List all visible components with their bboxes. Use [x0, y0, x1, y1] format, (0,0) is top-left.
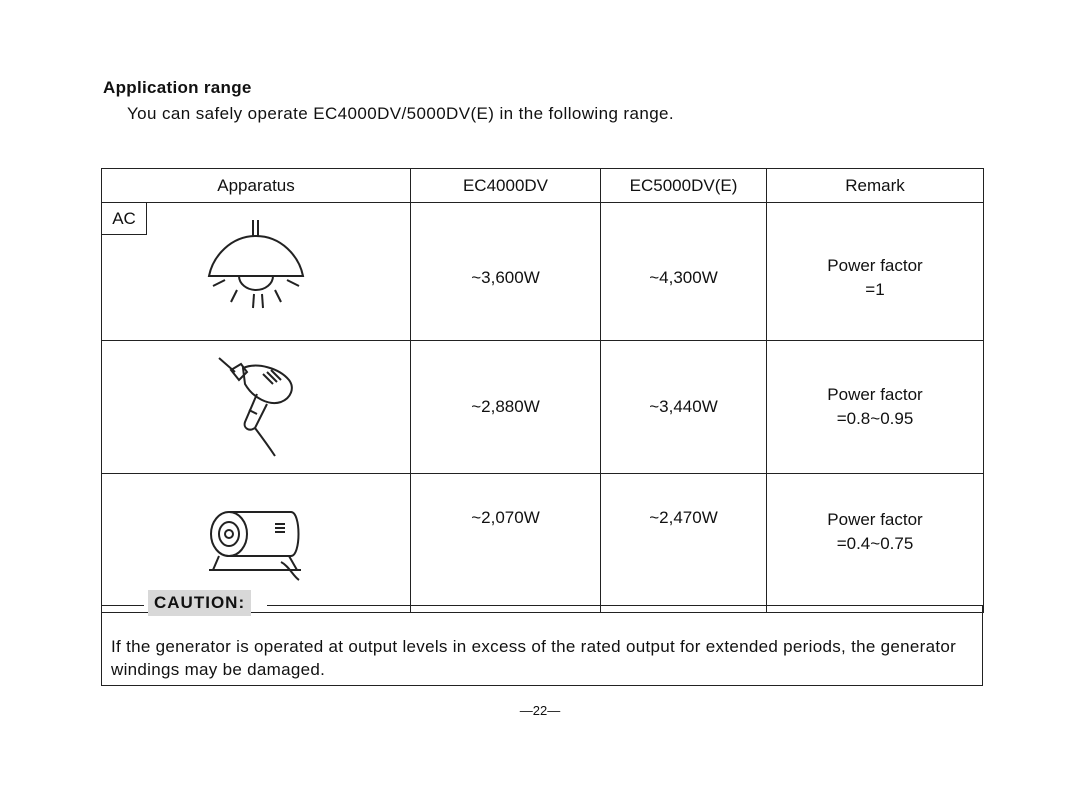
header-ec5000dv: EC5000DV(E) [601, 169, 767, 203]
ec4000dv-value: ~2,880W [411, 341, 601, 474]
remark-cell [767, 474, 984, 613]
ec5000dv-value: ~2,470W [601, 474, 767, 613]
apparatus-cell [102, 203, 411, 341]
apparatus-cell [102, 341, 411, 474]
table-row [102, 203, 984, 341]
page-number: —22— [519, 703, 561, 718]
remark-line1: Power factor [827, 385, 923, 404]
section-intro: You can safely operate EC4000DV/5000DV(E) in the following range. [127, 104, 675, 123]
remark-line2: =1 [865, 279, 885, 299]
electric-drill-icon [201, 352, 311, 462]
remark-line2: =0.8~0.95 [836, 409, 914, 428]
header-ec4000dv: EC4000DV [411, 169, 601, 203]
table-header-row [102, 169, 984, 203]
caution-label: CAUTION: [148, 590, 251, 616]
caution-rule-left [102, 605, 144, 606]
application-range-table [101, 168, 984, 613]
header-remark: Remark [767, 169, 984, 203]
remark-line1: Power factor [827, 255, 923, 275]
ac-label: AC [102, 203, 147, 235]
remark-line2: =0.4~0.75 [836, 534, 914, 553]
ec5000dv-value: ~4,300W [601, 203, 767, 341]
electric-motor-icon [201, 498, 311, 588]
caution-text: If the generator is operated at output levels in excess of the rated output for extended periods, the generator windings may be damaged. [111, 637, 957, 679]
remark-line1: Power factor [827, 510, 923, 529]
table-row [102, 341, 984, 474]
lamp-icon [201, 216, 311, 326]
remark-cell [767, 203, 984, 341]
caution-rule-right [267, 605, 982, 606]
header-apparatus: Apparatus [102, 169, 411, 203]
ec4000dv-value: ~2,070W [411, 474, 601, 613]
ec5000dv-value: ~3,440W [601, 341, 767, 474]
caution-box [101, 593, 983, 686]
section-title: Application range [103, 78, 252, 97]
remark-cell [767, 341, 984, 474]
ec4000dv-value: ~3,600W [411, 203, 601, 341]
